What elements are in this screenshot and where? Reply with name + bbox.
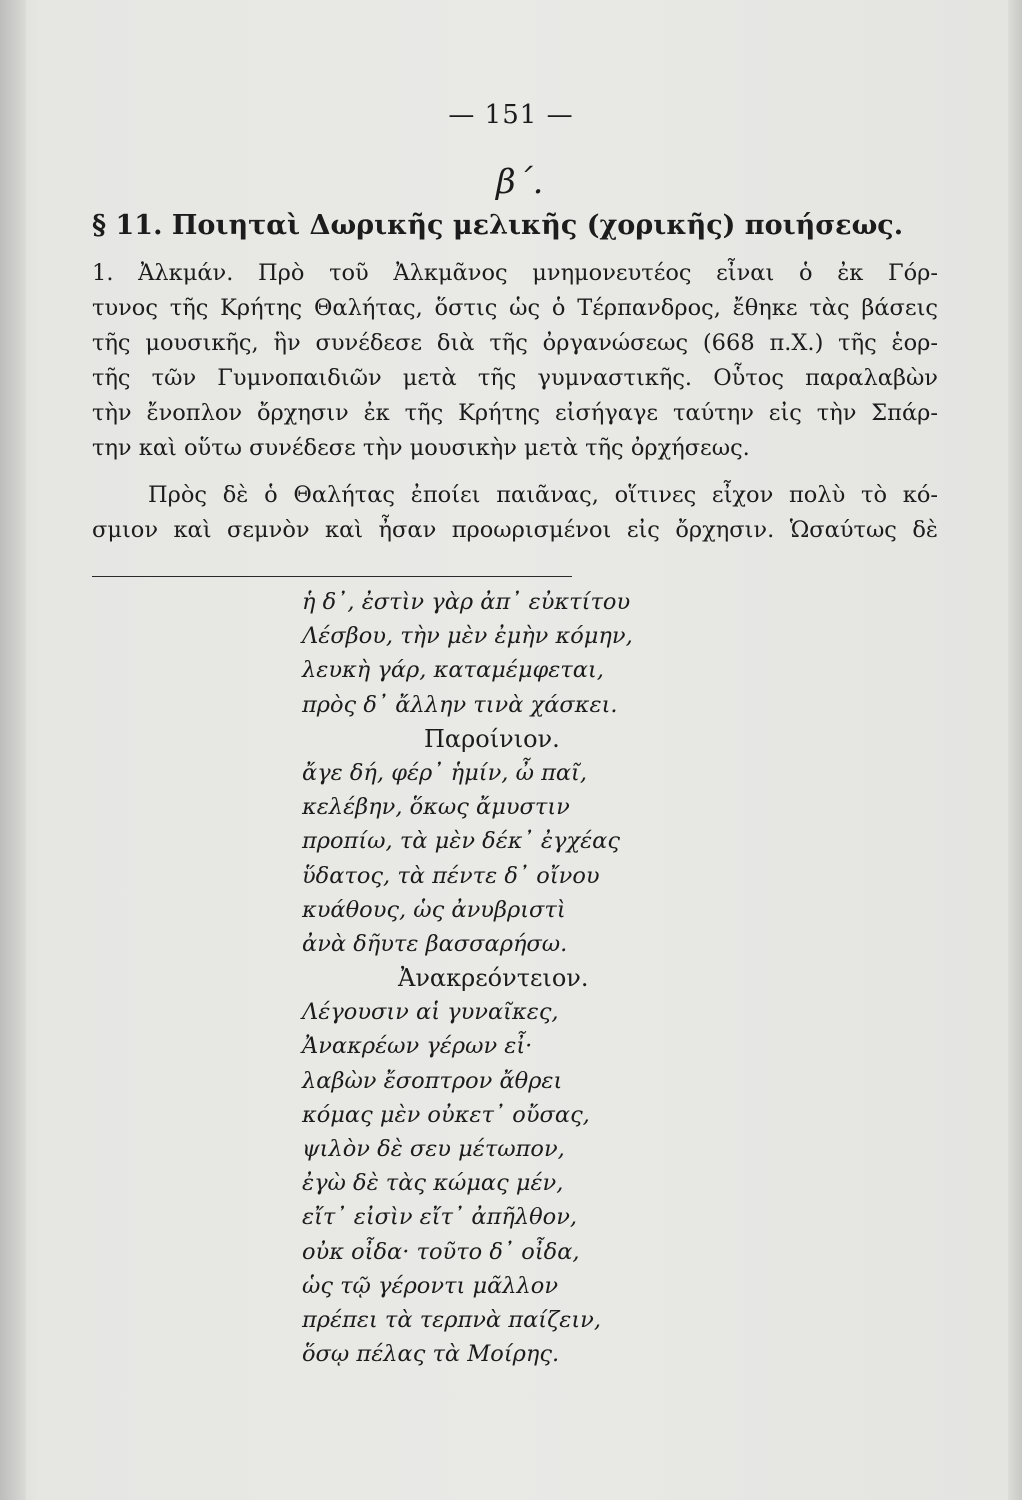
paragraph-alkman bbox=[92, 256, 938, 466]
verse-line: πρέπει τὰ τερπνὰ παίζειν, bbox=[302, 1306, 602, 1333]
verse-line: Λέγουσιν αἱ γυναῖκες, bbox=[302, 999, 559, 1026]
page-right-shadow bbox=[1008, 0, 1022, 1500]
verse-line: οὐκ οἶδα· τοῦτο δ᾽ οἶδα, bbox=[302, 1238, 580, 1265]
page-left-shadow bbox=[0, 0, 26, 1500]
verse-line: ὅσῳ πέλας τὰ Μοίρης. bbox=[302, 1341, 560, 1368]
poem-title-paroinion: Παροίνιον. bbox=[424, 724, 560, 753]
text-line: την καὶ οὕτω συνέδεσε τὴν μουσικὴν μετὰ τῆς ὀρχήσεως. bbox=[92, 435, 750, 461]
verse-line: ὕδατος, τὰ πέντε δ᾽ οἴνου bbox=[302, 862, 600, 889]
verse-block-1 bbox=[302, 585, 633, 1371]
text-line: τῆς τῶν Γυμνοπαιδιῶν μετὰ τῆς γυμναστικῆς. Οὗτος παραλαβὼν bbox=[92, 365, 938, 391]
verse-line: κυάθους, ὡς ἀνυβριστὶ bbox=[302, 896, 566, 923]
verse-line: ἡ δ᾽, ἐστὶν γὰρ ἀπ᾽ εὐκτίτου bbox=[302, 589, 631, 615]
text-line: τῆς μουσικῆς, ἣν συνέδεσε διὰ τῆς ὀργανώσεως (668 π.Χ.) τῆς ἑορ- bbox=[92, 330, 938, 356]
text-line: Πρὸς δὲ ὁ Θαλήτας ἐποίει παιᾶνας, οἵτινες εἶχον πολὺ τὸ κό- bbox=[148, 482, 938, 508]
verse-line: λευκὴ γάρ, καταμέμφεται, bbox=[302, 657, 604, 684]
verse-line: ἄγε δή, φέρ᾽ ἡμίν, ὦ παῖ, bbox=[302, 759, 588, 786]
footnote-divider bbox=[92, 576, 572, 577]
page-number: — 151 — bbox=[448, 100, 574, 130]
text-line: τὴν ἔνοπλον ὄρχησιν ἐκ τῆς Κρήτης εἰσήγαγε ταύτην εἰς τὴν Σπάρ- bbox=[92, 400, 938, 426]
verse-line: πρὸς δ᾽ ἄλλην τινὰ χάσκει. bbox=[302, 691, 618, 718]
verse-line: λαβὼν ἔσοπτρον ἄθρει bbox=[302, 1067, 563, 1094]
text-line: 1. Ἀλκμάν. Πρὸ τοῦ Ἀλκμᾶνος μνημονευτέος εἶναι ὁ ἐκ Γόρ- bbox=[92, 260, 938, 286]
text-line: σμιον καὶ σεμνὸν καὶ ἦσαν προωρισμένοι εἰς ὄρχησιν. Ὡσαύτως δὲ bbox=[92, 517, 938, 543]
verse-line: Ἀνακρέων γέρων εἶ· bbox=[302, 1033, 533, 1060]
verse-line: ὡς τῷ γέροντι μᾶλλον bbox=[302, 1272, 559, 1299]
text-line: τυνος τῆς Κρήτης Θαλήτας, ὅστις ὡς ὁ Τέρπανδρος, ἔθηκε τὰς βάσεις bbox=[92, 295, 938, 321]
paragraph-thaletas bbox=[92, 478, 938, 548]
verse-line: Λέσβου, τὴν μὲν ἐμὴν κόμην, bbox=[302, 623, 633, 650]
subsection-mark: β´. bbox=[496, 162, 544, 202]
verse-line: προπίω, τὰ μὲν δέκ᾽ ἐγχέας bbox=[302, 828, 620, 855]
verse-line: κόμας μὲν οὐκετ᾽ οὔσας, bbox=[302, 1101, 590, 1128]
verse-line: ἀνὰ δῆυτε βασσαρήσω. bbox=[302, 930, 568, 957]
verse-line: ψιλὸν δὲ σευ μέτωπον, bbox=[302, 1136, 565, 1162]
section-heading: § 11. Ποιηταὶ Δωρικῆς μελικῆς (χορικῆς) ποιήσεως. bbox=[92, 210, 904, 241]
verse-line: ἐγὼ δὲ τὰς κώμας μέν, bbox=[302, 1170, 564, 1197]
verse-line: εἴτ᾽ εἰσὶν εἴτ᾽ ἀπῆλθον, bbox=[302, 1204, 578, 1231]
poem-title-anakreonteion: Ἀνακρεόντειον. bbox=[398, 964, 589, 993]
verse-line: κελέβην, ὅκως ἄμυστιν bbox=[302, 794, 570, 821]
